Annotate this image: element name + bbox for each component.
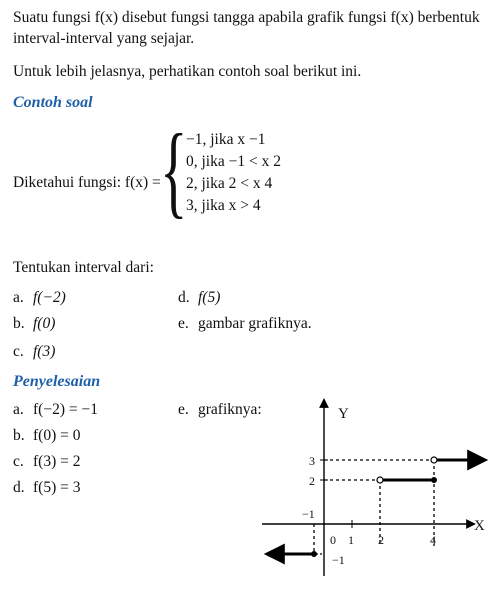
question-c-text: f(3) <box>33 343 56 360</box>
piece-3: 2, jika 2 < x 4 <box>186 175 273 192</box>
task-text: Tentukan interval dari: <box>13 259 154 276</box>
answer-c-text: f(3) = 2 <box>33 453 81 470</box>
solution-heading: Penyelesaian <box>13 373 101 390</box>
piecewise-cases <box>186 130 346 226</box>
answer-d-letter: d. <box>13 479 25 496</box>
given-label: Diketahui fungsi: f(x) = <box>13 174 161 191</box>
question-b-letter: b. <box>13 315 25 332</box>
example-heading: Contoh soal <box>13 94 93 111</box>
x-axis-label: X <box>474 518 485 534</box>
answer-b-letter: b. <box>13 427 25 444</box>
answer-a-letter: a. <box>13 401 24 418</box>
closed-point-minus1 <box>311 551 317 557</box>
y-tick-label-minus1-bottom: −1 <box>332 553 345 567</box>
x-tick-label-1: 1 <box>348 533 354 547</box>
question-d-letter: d. <box>178 289 190 306</box>
question-a-text: f(−2) <box>33 289 66 306</box>
y-tick-label-2: 2 <box>309 474 315 488</box>
piece-2: 0, jika −1 < x 2 <box>186 153 281 170</box>
step-function-graph <box>262 396 492 578</box>
question-e-text: gambar grafiknya. <box>198 315 312 332</box>
answer-b-text: f(0) = 0 <box>33 427 81 444</box>
piecewise-brace: { <box>160 113 188 228</box>
intro-line-1: Suatu fungsi f(x) disebut fungsi tangga apabila grafik fungsi f(x) berbentuk <box>13 9 480 26</box>
question-d-text: f(5) <box>198 289 221 306</box>
x-tick-label-4: 4 <box>430 533 436 547</box>
piece-4: 3, jika x > 4 <box>186 197 261 214</box>
answer-e-letter: e. <box>178 401 189 418</box>
open-point-2 <box>377 477 383 483</box>
answer-d-text: f(5) = 3 <box>33 479 81 496</box>
closed-point-4 <box>431 477 437 483</box>
y-tick-label-3: 3 <box>309 454 315 468</box>
answer-e-text: grafiknya: <box>198 401 262 418</box>
y-tick-label-minus1-left: −1 <box>302 507 315 521</box>
prompt-text: Untuk lebih jelasnya, perhatikan contoh soal berikut ini. <box>13 63 362 80</box>
question-c-letter: c. <box>13 343 24 360</box>
piece-1: −1, jika x −1 <box>186 131 266 148</box>
question-e-letter: e. <box>178 315 189 332</box>
x-tick-label-0: 0 <box>330 533 336 547</box>
x-tick-label-2: 2 <box>378 533 384 547</box>
answer-a-text: f(−2) = −1 <box>33 401 98 418</box>
open-point-4 <box>431 457 437 463</box>
answer-c-letter: c. <box>13 453 24 470</box>
y-axis-label: Y <box>338 406 349 422</box>
intro-line-2: interval-interval yang sejajar. <box>13 30 195 47</box>
question-a-letter: a. <box>13 289 24 306</box>
question-b-text: f(0) <box>33 315 56 332</box>
